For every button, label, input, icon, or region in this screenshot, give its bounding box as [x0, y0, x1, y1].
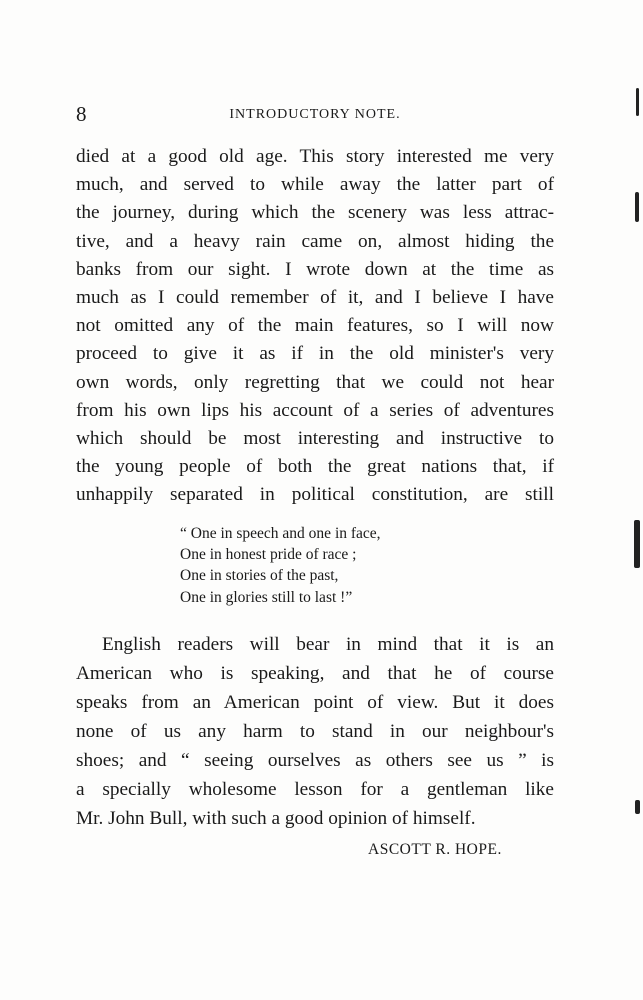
text-line: proceed to give it as if in the old minister's very	[76, 343, 554, 365]
text-line: from his own lips his account of a series of adventures	[76, 399, 554, 421]
author-signature: ASCOTT R. HOPE.	[368, 841, 502, 858]
paragraph-2	[76, 630, 554, 833]
text-line: speaks from an American point of view. But it does	[76, 692, 554, 713]
page-number: 8	[76, 102, 87, 126]
text-line: much, and served to while away the latter part of	[76, 174, 554, 196]
text-line: much as I could remember of it, and I believe I have	[76, 287, 554, 309]
verse-line: One in stories of the past,	[180, 567, 339, 585]
text-line: which should be most interesting and instructive to	[76, 428, 554, 450]
scan-mark	[635, 800, 640, 814]
text-line: none of us any harm to stand in our neighbour's	[76, 721, 554, 742]
text-line: the journey, during which the scenery was less attrac-	[76, 202, 554, 224]
paragraph-1	[76, 143, 554, 510]
text-line: American who is speaking, and that he of course	[76, 663, 554, 684]
text-line: English readers will bear in mind that it is an	[102, 634, 554, 655]
text-line: banks from our sight. I wrote down at the time as	[76, 258, 554, 280]
text-line: Mr. John Bull, with such a good opinion of himself.	[76, 808, 476, 829]
verse-line: One in honest pride of race ;	[180, 546, 357, 564]
verse-line: “ One in speech and one in face,	[180, 525, 381, 542]
running-head: INTRODUCTORY NOTE.	[229, 107, 401, 122]
text-line: unhappily separated in political constitution, are still	[76, 484, 554, 506]
verse-quotation	[180, 523, 480, 608]
text-line: tive, and a heavy rain came on, almost hiding the	[76, 230, 554, 252]
scan-mark	[634, 520, 640, 568]
verse-line: One in glories still to last !”	[180, 588, 353, 606]
text-line: the young people of both the great nations that, if	[76, 456, 554, 478]
text-line: not omitted any of the main features, so I will now	[76, 315, 554, 337]
page-header	[76, 100, 554, 128]
scan-mark	[635, 192, 639, 222]
scan-mark	[636, 88, 639, 116]
text-line: a specially wholesome lesson for a gentleman like	[76, 779, 554, 800]
text-line: died at a good old age. This story interested me very	[76, 146, 554, 167]
text-line: own words, only regretting that we could not hear	[76, 371, 554, 393]
text-line: shoes; and “ seeing ourselves as others see us ” is	[76, 750, 554, 771]
